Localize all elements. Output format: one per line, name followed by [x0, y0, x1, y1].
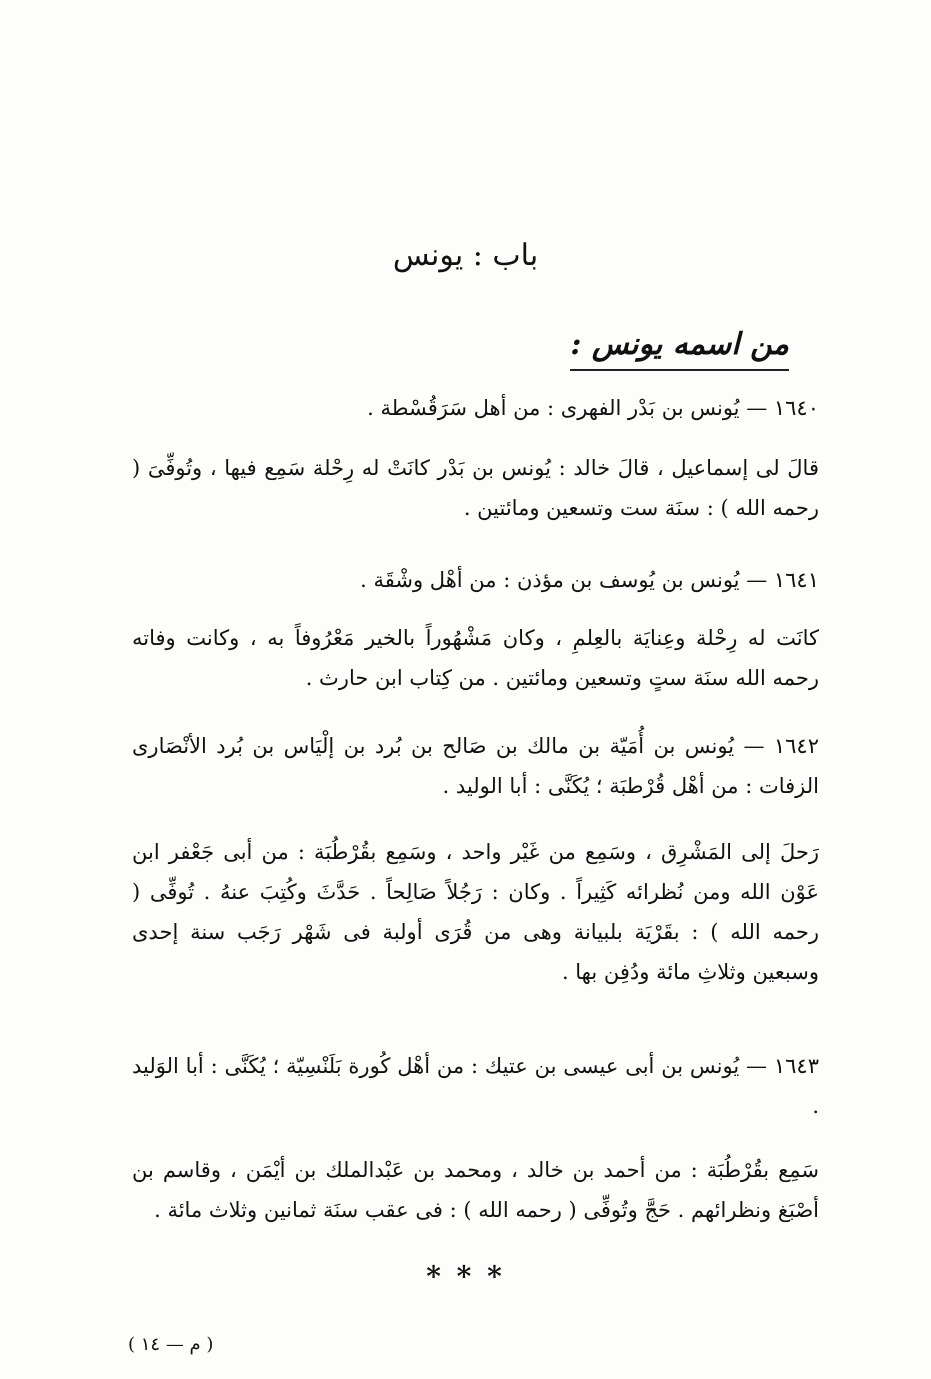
entry-heading: ١٦٤١ — يُونس بن يُوسف بن مؤذن : من أهْل وشْقَة .: [360, 568, 819, 592]
entry-heading: ١٦٤٣ — يُونس بن أبى عيسى بن عتيك : من أهْل كُورة بَلَنْسِيّة ؛ يُكَنَّى : أبا الوَليد .: [132, 1054, 819, 1118]
signature-mark: ( م — ١٤ ): [128, 1334, 214, 1355]
entry-text: رَحلَ إلى المَشْرِق ، وسَمِع من غَيْر واحد ، وسَمِع بقُرْطُبَة : من أبى جَعْفر ابن عَوْن الله ومن نُظرائه كَثِيراً . وكان : رَجُلاً صَالِحاً . حَدَّثَ وكُتِبَ عنهُ . تُوفِّى ( رحمه الله ) : بقَرْيَة بلبيانة وهى من قُرَى أولبة فى شَهْر رَجَب سنة إحدى وسبعين وثلاثِ مائة ودُفِن بها .: [132, 840, 819, 984]
entry-heading: ١٦٤٢ — يُونس بن أُمَيّة بن مالك بن صَالح بن بُرد بن إلْيَاس بن بُرد الأنْصَارى الزفات : من أهْل قُرْطبَة ؛ يُكَنَّى : أبا الوليد .: [132, 734, 819, 798]
entry-text: كانَت له رِحْلة وعِنايَة بالعِلمِ ، وكان مَشْهُوراً بالخير مَعْرُوفاً به ، وكانت وفاته رحمه الله سنَة ستٍ وتسعين ومائتين . من كِتاب ابن حارث .: [132, 626, 819, 690]
entry-heading: ١٦٤٠ — يُونس بن بَدْر الفهرى : من أهل سَرَقُسْطة .: [367, 396, 819, 420]
chapter-title: باب : يونس: [392, 238, 539, 273]
section-heading: من اسمه يونس :: [570, 325, 789, 371]
entry-text: قالَ لى إسماعيل ، قالَ خالد : يُونس بن بَدْر كانَتْ له رِحْلة سَمِع فيها ، وتُوفِّىَ ( رحمه الله ) : سنَة ست وتسعين ومائتين .: [132, 456, 819, 520]
section-separator: * * *: [426, 1260, 505, 1293]
entry-text: سَمِع بقُرْطُبَة : من أحمد بن خالد ، ومحمد بن عَبْدالملك بن أيْمَن ، وقاسم بن أصْبَغ ونظرائهم . حَجَّ وتُوفِّى ( رحمه الله ) : فى عقب سنَة ثمانين وثلاث مائة .: [132, 1158, 819, 1222]
